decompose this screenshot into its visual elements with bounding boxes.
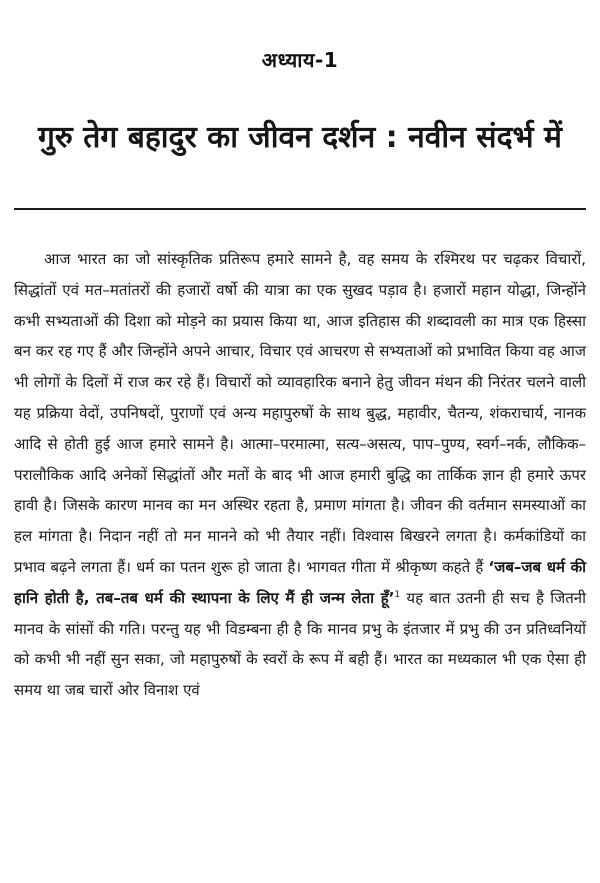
footnote-marker: 1 bbox=[394, 589, 401, 600]
chapter-number: अध्याय-1 bbox=[261, 48, 339, 72]
gita-quote: ‘जब–जब धर्म की हानि होती है, तब–तब धर्म की स्थापना के लिए मैं ही जन्म लेता हूँ’ bbox=[14, 557, 587, 607]
paragraph-text-start: आज भारत का जो सांस्कृतिक प्रतिरूप हमारे सामने है, वह समय के रश्मिरथ पर चढ़कर विचारों, सिद्धांतों एवं मत–मतांतरों की हजारों वर्षो की यात्रा का एक सुखद पड़ाव है। हजारों महान योद्धा, जिन्होंने कभी सभ्यताओं की दिशा को मोड़ने का प्रयास किया था, आज इतिहास की शब्दावली का मात्र एक हिस्सा बन कर रह गए हैं और जिन्होंने अपने आचार, विचार एवं आचरण से सभ्यताओं को प्रभावित किया वह आज भी लोगों के दिलों में राज कर रहे हैं। विचारों को व्यावहारिक बनाने हेतु जीवन मंथन की निरंतर चलने वाली यह प्रक्रिया वेदों, उपनिषदों, पुराणों एवं अन्य महापुरुषों के साथ बुद्ध, महावीर, चैतन्य, शंकराचार्य, नानक आदि से होती हुई आज हमारे सामने है। आत्मा–परमात्मा, सत्य–असत्य, पाप–पुण्य, स्वर्ग–नर्क, लौकिक–परालौकिक आदि अनेकों सिद्धांतों और मतों के बाद भी आज हमारी बुद्धि का तार्किक ज्ञान ही हमारे ऊपर हावी है। जिसके कारण मानव का मन अस्थिर रहता है, प्रमाण मांगता है। जीवन की वर्तमान समस्याओं का हल मांगता है। निदान नहीं तो मन मानने को भी तैयार नहीं। विश्वास बिखरने लगता है। कर्मकांडियों का प्रभाव बढ़ने लगता हैं। धर्म का पतन शुरू हो जाता है। भागवत गीता में श्रीकृष्ण कहते हैं bbox=[14, 250, 586, 576]
title-divider bbox=[14, 208, 586, 210]
chapter-title: गुरु तेग बहादुर का जीवन दर्शन : नवीन संदर्भ में bbox=[38, 120, 562, 155]
body-paragraph bbox=[14, 244, 586, 706]
paragraph-text-end: यह बात उतनी ही सच है जितनी मानव के सांसों की गति। परन्तु यह भी विडम्बना ही है कि मानव प्रभु के इंतजार में प्रभु की उन प्रतिध्वनियों को कभी भी नहीं सुन सका, जो महापुरुषों के स्वरों के रूप में बही हैं। भारत का मध्यकाल भी एक ऐसा ही समय था जब चारों ओर विनाश एवं bbox=[14, 588, 587, 700]
